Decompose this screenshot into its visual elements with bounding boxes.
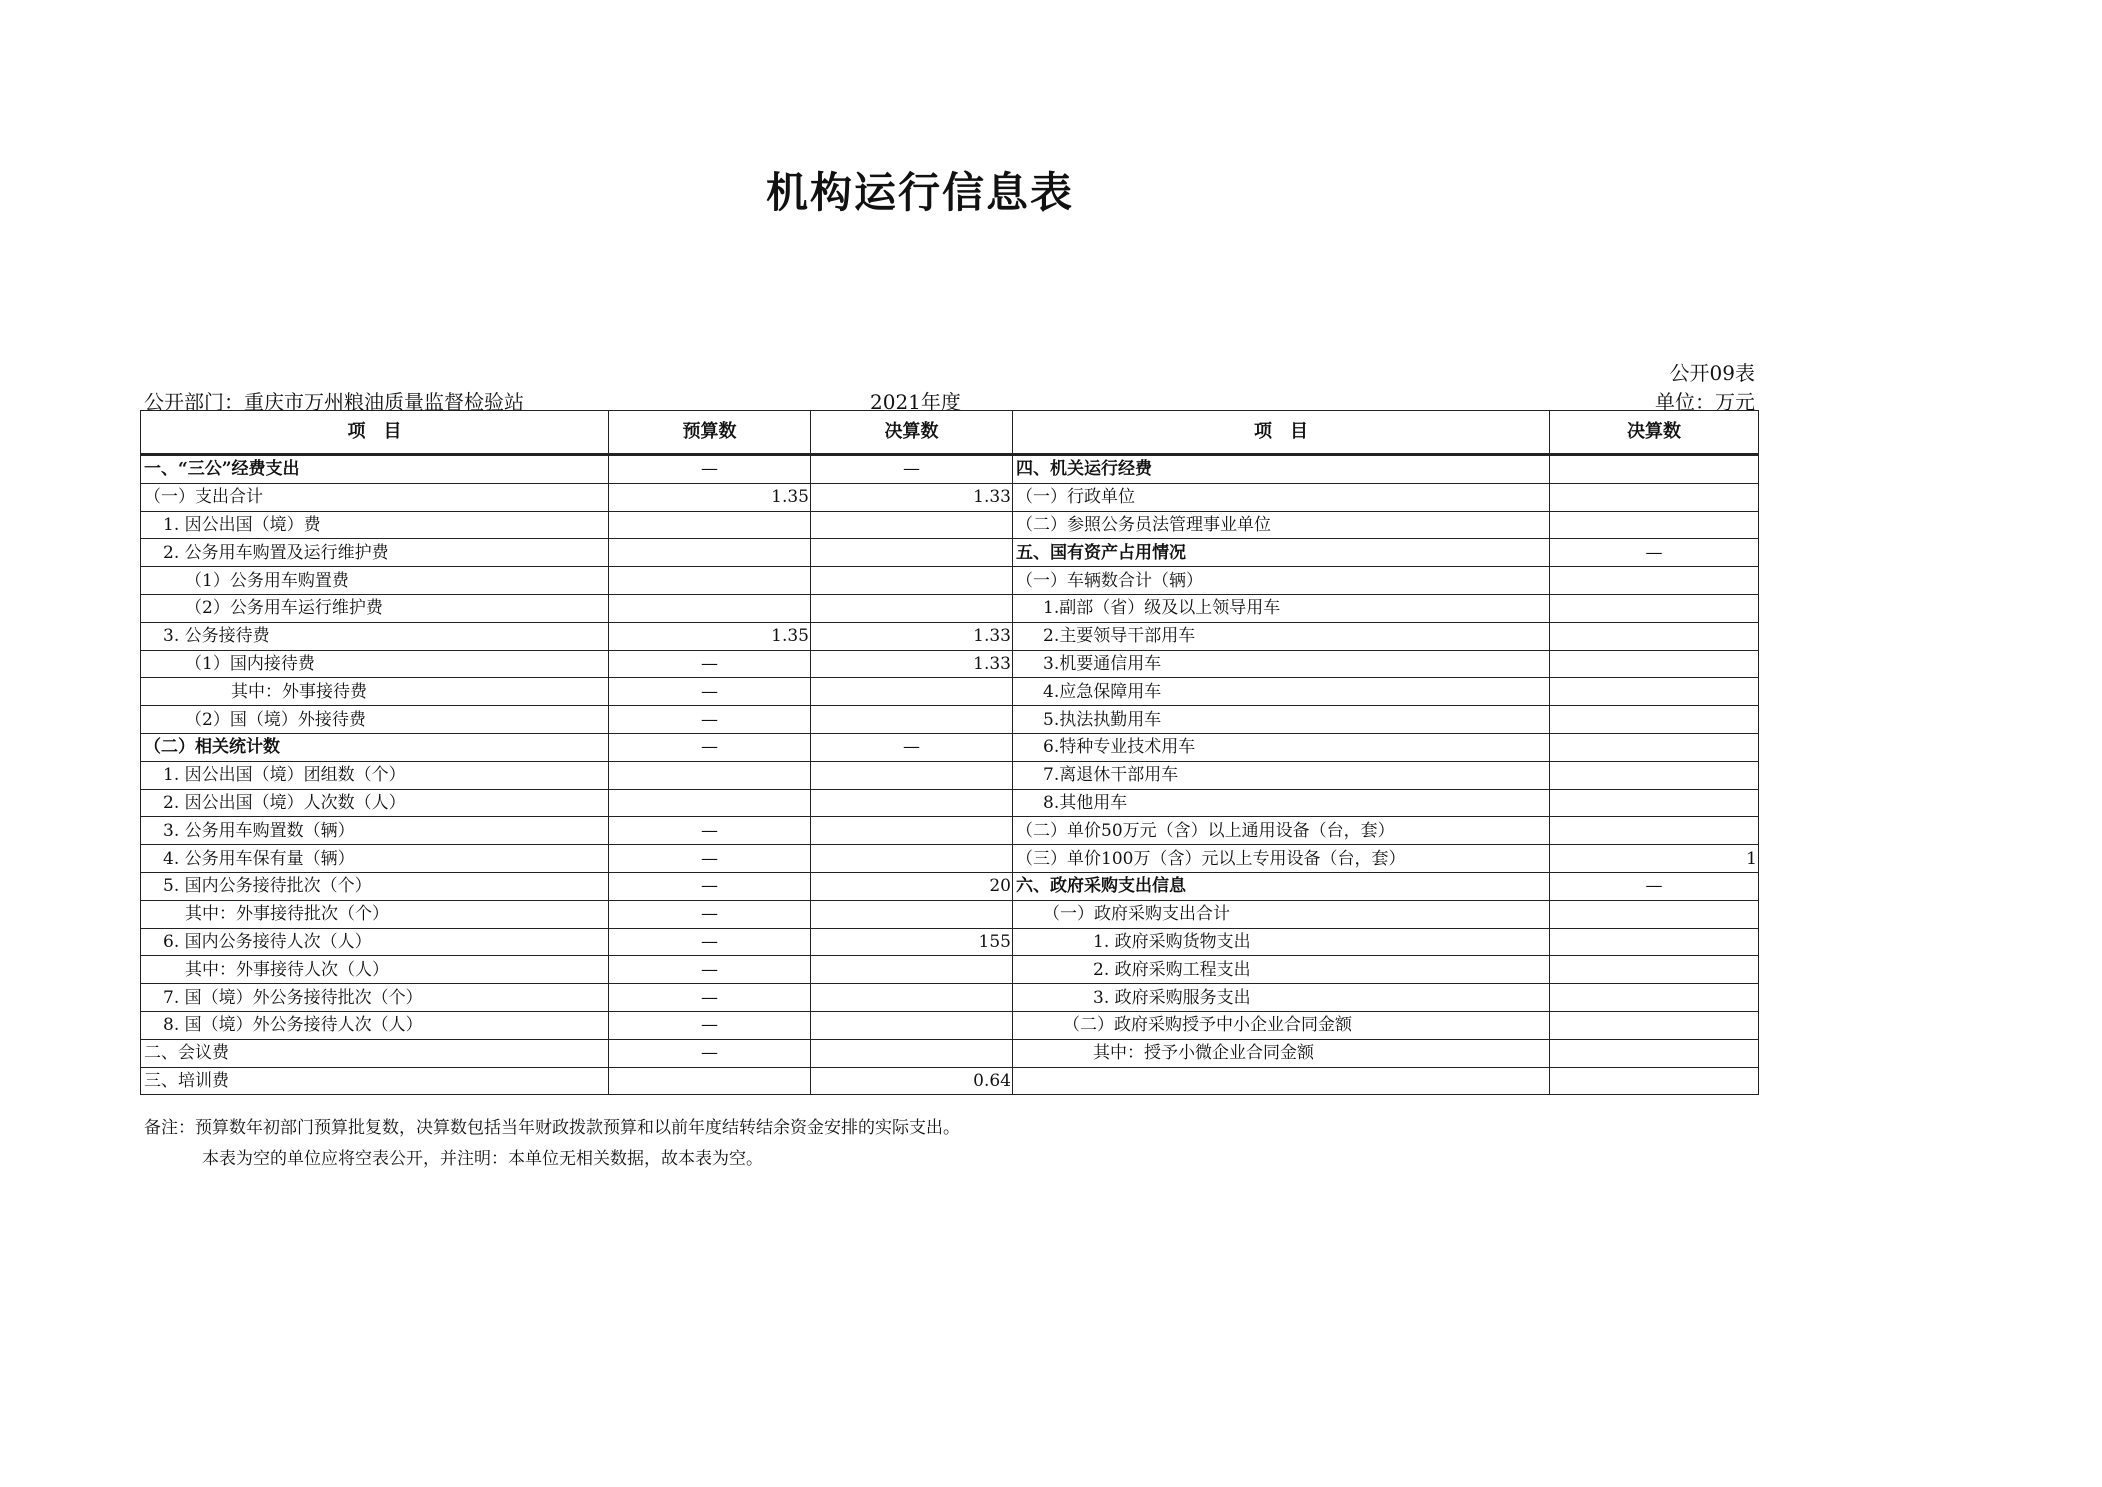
- actual-right-value: [1550, 511, 1759, 539]
- actual-right-value: [1550, 984, 1759, 1012]
- budget-value: —: [609, 1011, 811, 1039]
- actual-value: 1.33: [811, 622, 1013, 650]
- item-left: 2. 因公出国（境）人次数（人）: [141, 789, 609, 817]
- item-left: 1. 因公出国（境）团组数（个）: [141, 761, 609, 789]
- actual-value: 155: [811, 928, 1013, 956]
- actual-value: [811, 845, 1013, 873]
- actual-value: [811, 984, 1013, 1012]
- item-right: （一）车辆数合计（辆）: [1013, 567, 1550, 595]
- actual-right-value: [1550, 622, 1759, 650]
- budget-value: —: [609, 845, 811, 873]
- actual-value: [811, 817, 1013, 845]
- table-row: [141, 789, 1759, 817]
- actual-right-value: [1550, 817, 1759, 845]
- budget-value: —: [609, 872, 811, 900]
- table-row: [141, 928, 1759, 956]
- actual-right-value: [1550, 567, 1759, 595]
- actual-right-value: [1550, 900, 1759, 928]
- item-left: 6. 国内公务接待人次（人）: [141, 928, 609, 956]
- item-right: 四、机关运行经费: [1013, 455, 1550, 484]
- actual-value: 20: [811, 872, 1013, 900]
- actual-value: [811, 956, 1013, 984]
- item-right: 3.机要通信用车: [1013, 650, 1550, 678]
- actual-value: [811, 1039, 1013, 1067]
- table-row: [141, 567, 1759, 595]
- budget-value: [609, 761, 811, 789]
- item-right: 六、政府采购支出信息: [1013, 872, 1550, 900]
- item-left: 2. 公务用车购置及运行维护费: [141, 539, 609, 567]
- table-row: [141, 706, 1759, 734]
- item-left: （2）国（境）外接待费: [141, 706, 609, 734]
- actual-right-value: [1550, 761, 1759, 789]
- unit-label: 单位：万元: [1655, 390, 1755, 414]
- table-row: [141, 1039, 1759, 1067]
- budget-value: [609, 789, 811, 817]
- actual-value: 1.33: [811, 650, 1013, 678]
- actual-value: 0.64: [811, 1067, 1013, 1095]
- table-row: [141, 845, 1759, 873]
- budget-value: —: [609, 817, 811, 845]
- actual-right-value: —: [1550, 539, 1759, 567]
- item-left: 4. 公务用车保有量（辆）: [141, 845, 609, 873]
- actual-value: —: [811, 455, 1013, 484]
- actual-right-value: —: [1550, 872, 1759, 900]
- info-table: [140, 410, 1759, 1095]
- header-item-left: 项 目: [141, 411, 609, 455]
- note-line-2: 本表为空的单位应将空表公开，并注明：本单位无相关数据，故本表为空。: [202, 1149, 763, 1169]
- item-left: （1）国内接待费: [141, 650, 609, 678]
- item-left: （一）支出合计: [141, 483, 609, 511]
- header-actual-left: 决算数: [811, 411, 1013, 455]
- budget-value: —: [609, 455, 811, 484]
- table-row: [141, 511, 1759, 539]
- item-right: [1013, 1067, 1550, 1095]
- actual-right-value: 1: [1550, 845, 1759, 873]
- item-right: （二）单价50万元（含）以上通用设备（台，套）: [1013, 817, 1550, 845]
- department-label: 公开部门：重庆市万州粮油质量监督检验站: [144, 390, 524, 414]
- budget-value: [609, 594, 811, 622]
- item-left: 1. 因公出国（境）费: [141, 511, 609, 539]
- table-row: [141, 678, 1759, 706]
- budget-value: [609, 1067, 811, 1095]
- item-right: 3. 政府采购服务支出: [1013, 984, 1550, 1012]
- item-right: 6.特种专业技术用车: [1013, 733, 1550, 761]
- actual-right-value: [1550, 956, 1759, 984]
- item-left: （2）公务用车运行维护费: [141, 594, 609, 622]
- item-left: 其中：外事接待人次（人）: [141, 956, 609, 984]
- table-row: [141, 956, 1759, 984]
- actual-right-value: [1550, 1067, 1759, 1095]
- table-row: [141, 733, 1759, 761]
- item-right: （一）行政单位: [1013, 483, 1550, 511]
- item-left: 3. 公务用车购置数（辆）: [141, 817, 609, 845]
- item-right: 5.执法执勤用车: [1013, 706, 1550, 734]
- budget-value: —: [609, 928, 811, 956]
- table-row: [141, 539, 1759, 567]
- budget-value: —: [609, 1039, 811, 1067]
- actual-right-value: [1550, 455, 1759, 484]
- budget-value: —: [609, 984, 811, 1012]
- note-line-1: 备注：预算数年初部门预算批复数，决算数包括当年财政拨款预算和以前年度结转结余资金安排的实际支出。: [144, 1118, 960, 1138]
- budget-value: —: [609, 900, 811, 928]
- table-row: [141, 1067, 1759, 1095]
- item-right: 1.副部（省）级及以上领导用车: [1013, 594, 1550, 622]
- table-row: [141, 483, 1759, 511]
- actual-value: 1.33: [811, 483, 1013, 511]
- item-right: （二）参照公务员法管理事业单位: [1013, 511, 1550, 539]
- table-row: [141, 594, 1759, 622]
- item-right: 2.主要领导干部用车: [1013, 622, 1550, 650]
- item-right: 7.离退休干部用车: [1013, 761, 1550, 789]
- table-row: [141, 1011, 1759, 1039]
- table-row: [141, 650, 1759, 678]
- budget-value: —: [609, 678, 811, 706]
- item-right: 2. 政府采购工程支出: [1013, 956, 1550, 984]
- table-row: [141, 761, 1759, 789]
- actual-value: [811, 900, 1013, 928]
- actual-right-value: [1550, 483, 1759, 511]
- actual-right-value: [1550, 678, 1759, 706]
- budget-value: 1.35: [609, 483, 811, 511]
- actual-value: [811, 678, 1013, 706]
- budget-value: [609, 539, 811, 567]
- page-title: 机构运行信息表: [765, 168, 1074, 217]
- item-right: 8.其他用车: [1013, 789, 1550, 817]
- table-header-row: [141, 411, 1759, 455]
- actual-right-value: [1550, 594, 1759, 622]
- actual-value: [811, 761, 1013, 789]
- budget-value: —: [609, 650, 811, 678]
- item-left: 5. 国内公务接待批次（个）: [141, 872, 609, 900]
- item-right: 其中：授予小微企业合同金额: [1013, 1039, 1550, 1067]
- actual-right-value: [1550, 789, 1759, 817]
- item-left: 其中：外事接待批次（个）: [141, 900, 609, 928]
- budget-value: [609, 567, 811, 595]
- item-right: 1. 政府采购货物支出: [1013, 928, 1550, 956]
- table-row: [141, 817, 1759, 845]
- actual-value: [811, 594, 1013, 622]
- actual-right-value: [1550, 706, 1759, 734]
- actual-right-value: [1550, 650, 1759, 678]
- budget-value: —: [609, 733, 811, 761]
- budget-value: —: [609, 956, 811, 984]
- actual-value: [811, 539, 1013, 567]
- item-right: 五、国有资产占用情况: [1013, 539, 1550, 567]
- item-left: 8. 国（境）外公务接待人次（人）: [141, 1011, 609, 1039]
- header-budget: 预算数: [609, 411, 811, 455]
- actual-right-value: [1550, 1011, 1759, 1039]
- table-row: [141, 622, 1759, 650]
- item-right: （二）政府采购授予中小企业合同金额: [1013, 1011, 1550, 1039]
- actual-value: [811, 789, 1013, 817]
- item-right: （一）政府采购支出合计: [1013, 900, 1550, 928]
- budget-value: [609, 511, 811, 539]
- table-row: [141, 872, 1759, 900]
- table-row: [141, 984, 1759, 1012]
- actual-value: [811, 567, 1013, 595]
- item-left: 3. 公务接待费: [141, 622, 609, 650]
- item-left: 二、会议费: [141, 1039, 609, 1067]
- header-actual-right: 决算数: [1550, 411, 1759, 455]
- item-left: 一、“三公”经费支出: [141, 455, 609, 484]
- actual-value: —: [811, 733, 1013, 761]
- actual-value: [811, 511, 1013, 539]
- item-right: （三）单价100万（含）元以上专用设备（台，套）: [1013, 845, 1550, 873]
- table-row: [141, 455, 1759, 484]
- item-left: 7. 国（境）外公务接待批次（个）: [141, 984, 609, 1012]
- item-left: （二）相关统计数: [141, 733, 609, 761]
- year-label: 2021年度: [870, 390, 961, 414]
- item-left: 三、培训费: [141, 1067, 609, 1095]
- budget-value: —: [609, 706, 811, 734]
- item-right: 4.应急保障用车: [1013, 678, 1550, 706]
- actual-value: [811, 706, 1013, 734]
- actual-right-value: [1550, 1039, 1759, 1067]
- item-left: 其中：外事接待费: [141, 678, 609, 706]
- form-number: 公开09表: [1669, 361, 1755, 385]
- table-row: [141, 900, 1759, 928]
- actual-right-value: [1550, 928, 1759, 956]
- budget-value: 1.35: [609, 622, 811, 650]
- item-left: （1）公务用车购置费: [141, 567, 609, 595]
- actual-value: [811, 1011, 1013, 1039]
- header-item-right: 项 目: [1013, 411, 1550, 455]
- actual-right-value: [1550, 733, 1759, 761]
